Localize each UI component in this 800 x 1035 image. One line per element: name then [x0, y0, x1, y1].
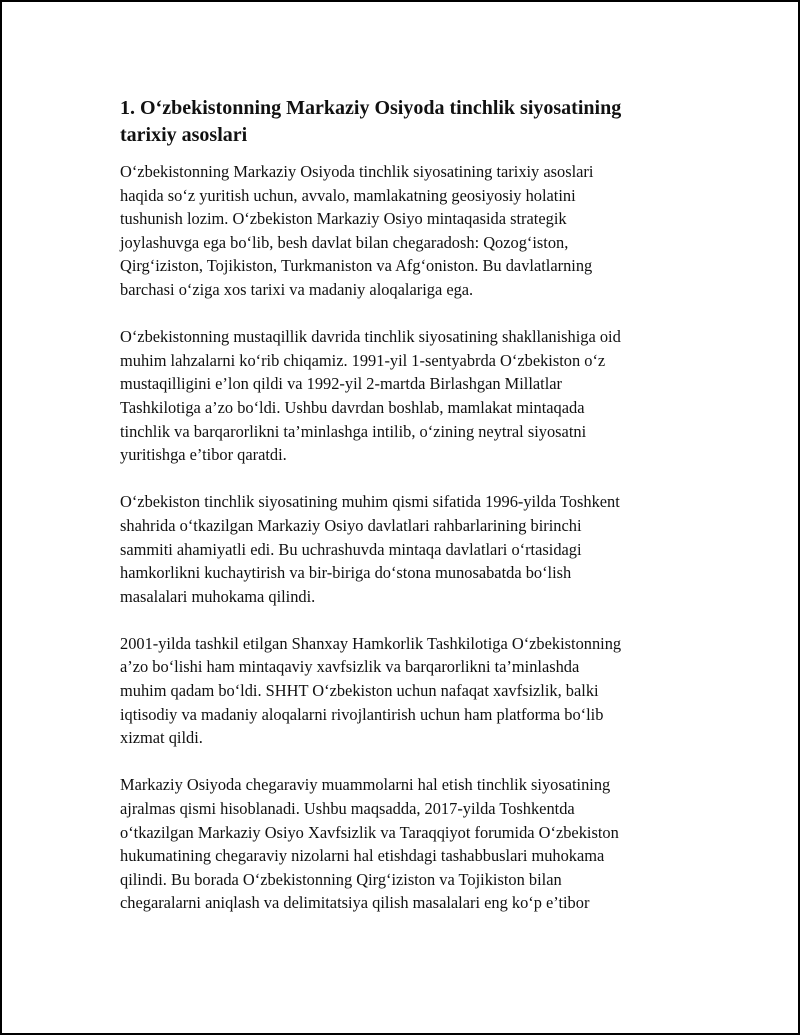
paragraph-line: Qirg‘iziston, Tojikiston, Turkmaniston va Afg‘oniston. Bu davlatlarning: [120, 256, 593, 276]
paragraph-line: yuritishga e’tibor qaratdi.: [120, 445, 287, 465]
paragraph-line: hukumatining chegaraviy nizolarni hal etishdagi tashabbuslari muhokama: [120, 846, 605, 866]
heading-line: 1. O‘zbekistonning Markaziy Osiyoda tinchlik siyosatining: [120, 97, 622, 119]
paragraph-line: Tashkilotiga a’zo bo‘ldi. Ushbu davrdan boshlab, mamlakat mintaqada: [120, 397, 585, 417]
paragraph-line: muhim lahzalarni ko‘rib chiqamiz. 1991-yil 1-sentyabrda O‘zbekiston o‘z: [120, 350, 606, 370]
paragraph-line: a’zo bo‘lishi ham mintaqaviy xavfsizlik va barqarorlikni ta’minlashda: [120, 657, 580, 677]
paragraph-line: tinchlik va barqarorlikni ta’minlashga intilib, o‘zining neytral siyosatni: [120, 421, 587, 441]
paragraph: [120, 325, 686, 467]
section-heading: [120, 95, 686, 149]
paragraph-line: masalalari muhokama qilindi.: [120, 586, 316, 606]
paragraph-line: haqida so‘z yuritish uchun, avvalo, mamlakatning geosiyosiy holatini: [120, 185, 576, 205]
paragraph-line: o‘tkazilgan Markaziy Osiyo Xavfsizlik va Taraqqiyot forumida O‘zbekiston: [120, 822, 619, 842]
paragraph-line: hamkorlikni kuchaytirish va bir-biriga do‘stona munosabatda bo‘lish: [120, 563, 572, 583]
paragraph-line: qilindi. Bu borada O‘zbekistonning Qirg‘iziston va Tojikiston bilan: [120, 869, 562, 889]
paragraph-line: muhim qadam bo‘ldi. SHHT O‘zbekiston uchun nafaqat xavfsizlik, balki: [120, 681, 599, 701]
paragraph-line: mustaqilligini e’lon qildi va 1992-yil 2-martda Birlashgan Millatlar: [120, 374, 563, 394]
paragraph-line: barchasi o‘ziga xos tarixi va madaniy aloqalariga ega.: [120, 279, 474, 299]
paragraph-line: O‘zbekiston tinchlik siyosatining muhim qismi sifatida 1996-yilda Toshkent: [120, 492, 620, 512]
paragraph-line: shahrida o‘tkazilgan Markaziy Osiyo davlatlari rahbarlarining birinchi: [120, 515, 582, 535]
paragraph-line: Markaziy Osiyoda chegaraviy muammolarni hal etish tinchlik siyosatining: [120, 775, 611, 795]
paragraph: [120, 773, 686, 915]
heading-line: tarixiy asoslari: [120, 124, 248, 146]
paragraph-line: sammiti ahamiyatli edi. Bu uchrashuvda mintaqa davlatlari o‘rtasidagi: [120, 539, 582, 559]
paragraph-line: O‘zbekistonning Markaziy Osiyoda tinchlik siyosatining tarixiy asoslari: [120, 162, 594, 181]
paragraph-line: joylashuvga ega bo‘lib, besh davlat bilan chegaradosh: Qozog‘iston,: [120, 232, 569, 252]
paragraph: [120, 490, 686, 608]
paragraph: [120, 160, 686, 302]
paragraph-line: xizmat qildi.: [120, 728, 203, 748]
document-content: [120, 95, 686, 939]
paragraph-line: ajralmas qismi hisoblanadi. Ushbu maqsadda, 2017-yilda Toshkentda: [120, 799, 575, 819]
paragraph: [120, 632, 686, 750]
paragraph-line: chegaralarni aniqlash va delimitatsiya qilish masalalari eng ko‘p e’tibor: [120, 893, 590, 913]
paragraph-line: tushunish lozim. O‘zbekiston Markaziy Osiyo mintaqasida strategik: [120, 209, 567, 229]
paragraph-line: 2001-yilda tashkil etilgan Shanxay Hamkorlik Tashkilotiga O‘zbekistonning: [120, 633, 622, 653]
paragraph-line: iqtisodiy va madaniy aloqalarni rivojlantirish uchun ham platforma bo‘lib: [120, 704, 604, 724]
paragraph-line: O‘zbekistonning mustaqillik davrida tinchlik siyosatining shakllanishiga oid: [120, 327, 621, 347]
